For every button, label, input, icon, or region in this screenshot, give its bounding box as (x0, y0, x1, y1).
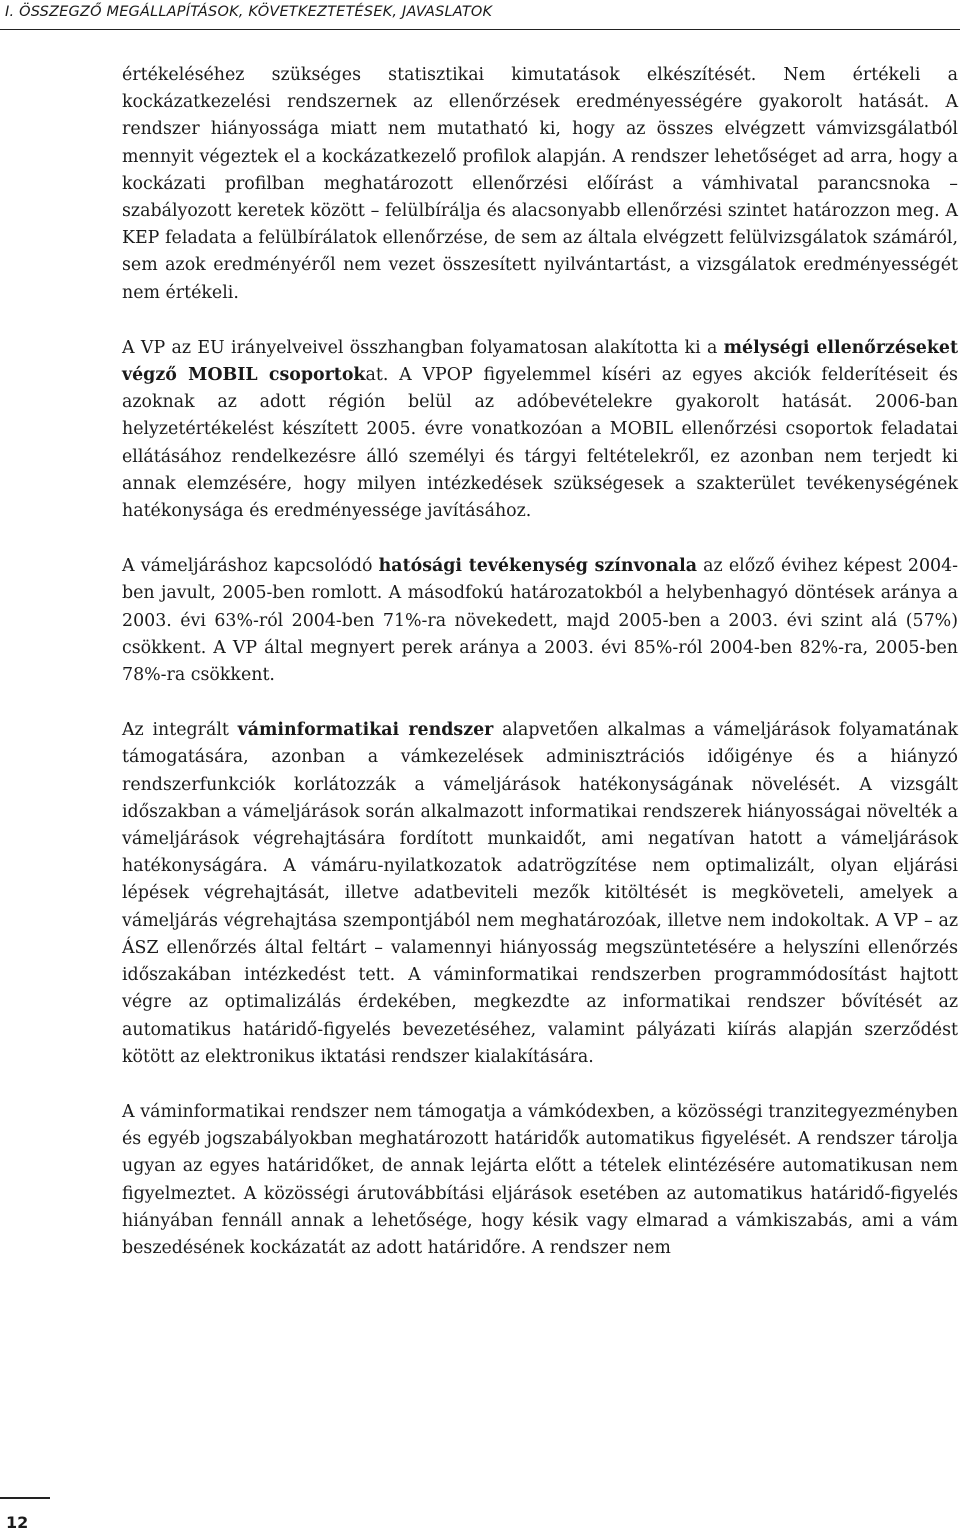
page-number: 12 (6, 1513, 29, 1532)
text-run: értékeléséhez szükséges statisztikai kimutatások elkészítését. Nem értékeli a kockázatkezelési rendszernek az ellenőrzések eredményességére gyakorolt hatását. A rendszer hiányossága miatt nem mutatható ki, hogy az összes elvégzett vámvizsgálatból mennyit végeztek el a kockázatkezelő profilok alapján. A rendszer lehetőséget ad arra, hogy a kockázati profilban meghatározott ellenőrzési előírást a vámhivatal parancsnoka – szabályozott keretek között – felülbírálja és alacsonyabb ellenőrzési szintet határozzon meg. A KEP feladata a felülbírálatok ellenőrzése, de sem az általa elvégzett felülvizsgálatok számáról, sem azok eredményéről nem vezet összesített nyilvántartást, a vizsgálatok eredményességét nem értékeli. (122, 65, 958, 303)
section-title: I. ÖSSZEGZŐ MEGÁLLAPÍTÁSOK, KÖVETKEZTETÉSEK, JAVASLATOK (5, 4, 493, 20)
running-header (0, 0, 960, 30)
text-run: az előző évihez képest 2004-ben javult, 2005-ben romlott. A másodfokú határozatokból a helybenhagyó döntések aránya a 2003. évi 63%-ról 2004-ben 71%-ra növekedett, majd 2005-ben a 2003. évi szint alá (57%) csökkent. A VP által megnyert perek aránya a 2003. évi 85%-ról 2004-ben 82%-ra, 2005-ben 78%-ra csökkent. (122, 556, 959, 686)
page-footer (0, 1497, 50, 1534)
text-run: A váminformatikai rendszer nem támogatja a vámkódexben, a közösségi tranzitegyezményben és egyéb jogszabályokban meghatározott határidők automatikus figyelését. A rendszer tárolja ugyan az egyes határidőket, de annak lejárta előtt a tételek elintézésére automatikusan nem figyelmeztet. A közösségi árutovábbítási eljárások esetében az automatikus határidő-figyelés hiányában fennáll annak a lehetősége, hogy késik vagy elmarad a vámkiszabás, ami a vám beszedésének kockázatát az adott határidőre. A rendszer nem (122, 1101, 958, 1258)
body-text (122, 62, 958, 1290)
text-run: A VP az EU irányelveivel összhangban folyamatosan alakította ki a (122, 337, 724, 358)
text-run: A vámeljáráshoz kapcsolódó (122, 556, 379, 577)
bold-phrase: váminformatikai rendszer (237, 720, 494, 741)
bold-phrase: mélységi ellenőrzéseket végző MOBIL csoportok (122, 337, 958, 386)
text-run: Az integrált (122, 720, 238, 741)
paragraph (122, 335, 958, 525)
paragraph (122, 717, 958, 1071)
bold-phrase: hatósági tevékenység színvonala (378, 556, 697, 577)
text-run: alapvetően alkalmas a vámeljárások folyamatának támogatására, azonban a vámkezelések adminisztrációs időigénye és a hiányzó rendszerfunkciók korlátozzák a vámeljárások hatékonyságának növelését. A vizsgált időszakban a vámeljárások során alkalmazott informatikai rendszerek hiányosságai növelték a vámeljárások végrehajtására fordított munkaidőt, ami negatívan hatott a vámeljárások hatékonyságára. A vámáru-nyilatkozatok adatrögzítése nem optimalizált, olyan eljárási lépések végrehajtását, illetve adatbeviteli mezők kitöltését is megköveteli, amelyek a vámeljárás végrehajtása szempontjából nem meghatározóak, illetve nem indokoltak. A VP – az ÁSZ ellenőrzés által feltárt – valamennyi hiányosság megszüntetésére a helyszíni ellenőrzés időszakában intézkedést tett. A váminformatikai rendszerben programmódosítást hajtott végre az optimalizálás érdekében, megkezdte az informatikai rendszer bővítését az automatikus határidő-figyelés bevezetéséhez, valamint pályázati kiírás alapján szerződést kötött az elektronikus iktatási rendszer kialakítására. (122, 720, 958, 1067)
paragraph (122, 62, 958, 307)
paragraph (122, 553, 958, 689)
text-run: at. A VPOP figyelemmel kíséri az egyes akciók felderítéseit és azoknak az adott régión belül az adóbevételekre gyakorolt hatását. 2006-ban helyzetértékelést készített 2005. évre vonatkozóan a MOBIL ellenőrzési csoportok feladatai ellátásához rendelkezésre álló személyi és tárgyi feltételekről, ez azonban nem terjedt ki annak elemzésére, hogy milyen intézkedések szükségesek a szakterület tevékenységének hatékonysága és eredményessége javításához. (122, 365, 958, 522)
paragraph (122, 1099, 958, 1262)
